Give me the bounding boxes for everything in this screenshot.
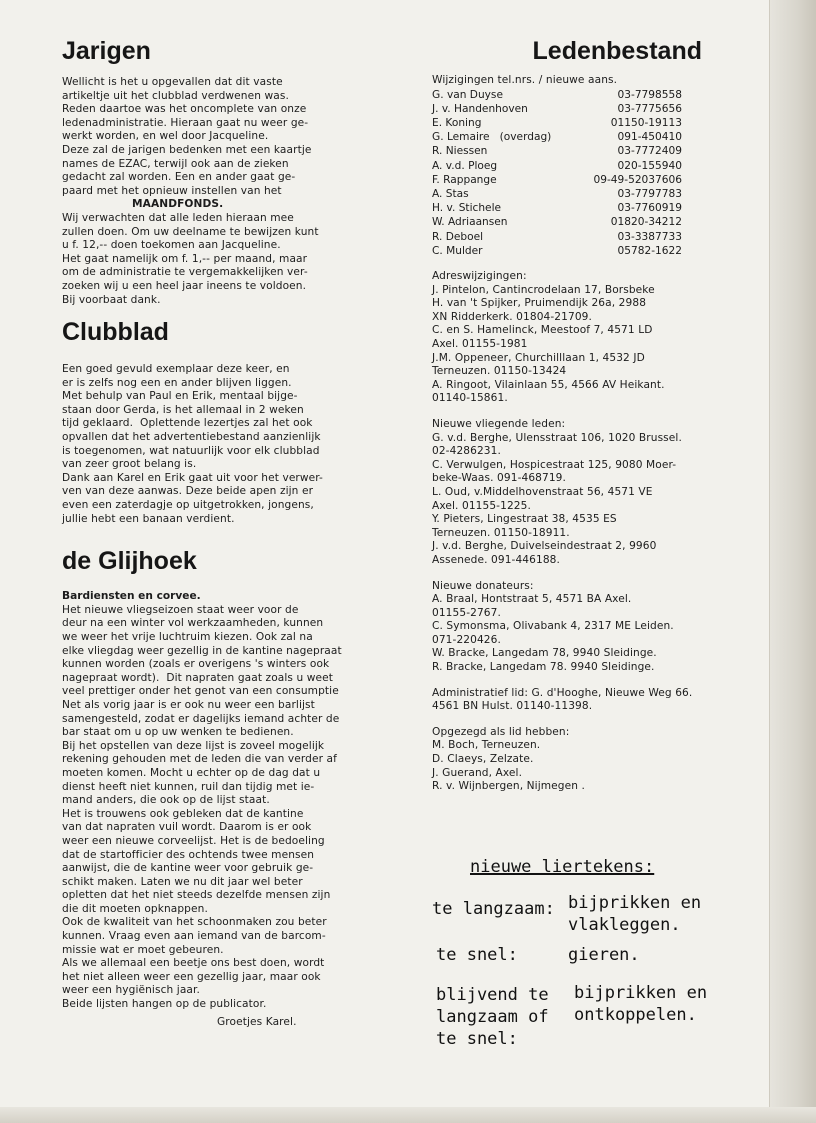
contact-name: H. v. Stichele <box>432 202 502 215</box>
handwritten-meaning-3: bijprikken en ontkoppelen. <box>574 983 708 1025</box>
contact-name: G. van Duyse <box>432 88 503 101</box>
glijhoek-body: Het nieuwe vliegseizoen staat weer voor de deur na een winter vol werkzaamheden, kunnen we weer het vrije luchtruim kiezen. Ook zal na elke vliegdag weer gezellig in de kantine nagepraat kunnen worden (zoals er overigens 's winters ook nagepraat wordt). Dit napraten gaat zoals u weet veel prettiger onder het genot van een consumptie Net als vorig jaar is er ook nu weer een barlijst samengesteld, zodat er dagelijks iemand achter de bar staat om u op uw wenken te bedienen. Bij het opstellen van deze lijst is zoveel mogelijk rekening gehouden met de leden die van verder af moeten komen. Mocht u echter op de dag dat u dienst heeft niet kunnen, ruil dan tijdig met ie- mand anders, die ook op de lijst staat. Het is trouwens ook gebleken dat de kantine van dat napraten vuil wordt. Daarom is er ook weer een nieuwe corveelijst. Het is de bedoeling dat de startofficier des ochtends twee mensen aanwijst, die de kantine weer voor gebruik ge- schikt maken. Laten we nu dit jaar wel beter opletten dat het niet steeds dezelfde mensen zijn die dit moeten opknappen. Ook de kwaliteit van het schoonmaken zou beter kunnen. Vraag even aan iemand van de barcom- missie wat er moet gebeuren. Als we allemaal een beetje ons best doen, wordt het niet alleen weer een gezellig jaar, maar ook weer een hygiënisch jaar. Beide lijsten hangen op de publicator. <box>62 603 342 1011</box>
contact-phone: 091-450410 <box>617 131 682 144</box>
contact-name: W. Adriaansen <box>432 216 508 229</box>
handwritten-term-1: te langzaam: <box>432 899 555 919</box>
jarigen-title: Jarigen <box>62 37 151 65</box>
contact-name: R. Deboel <box>432 230 484 243</box>
contact-row <box>432 173 682 187</box>
contact-phone: 03-7798558 <box>617 88 682 101</box>
new-donors: Nieuwe donateurs: A. Braal, Hontstraat 5, 4571 BA Axel. 01155-2767. C. Symonsma, Olivabank 4, 2317 ME Leiden. 071-220426. W. Bracke, Langedam 78, 9940 Sleidinge. R. Bracke, Langedam 78. 9940 Sleidinge. <box>432 579 674 674</box>
contact-name: E. Koning <box>432 117 482 129</box>
contact-name: C. Mulder <box>432 244 483 257</box>
contact-phone: 01820-34212 <box>610 216 682 229</box>
contact-phone: 01150-19113 <box>610 117 682 129</box>
contact-name: G. Lemaire (overdag) <box>432 131 552 144</box>
new-flying-members: Nieuwe vliegende leden: G. v.d. Berghe, Ulensstraat 106, 1020 Brussel. 02-4286231. C. Verwulgen, Hospicestraat 125, 9080 Moer- beke-Waas. 091-468719. L. Oud, v.Middelhovenstraat 56, 4571 VE Axel. 01155-1225. Y. Pieters, Lingestraat 38, 4535 ES Terneuzen. 01150-18911. J. v.d. Berghe, Duivelseindestraat 2, 9960 Assenede. 091-446188. <box>432 417 682 566</box>
clubblad-body: Een goed gevuld exemplaar deze keer, en er is zelfs nog een en ander blijven liggen. Met behulp van Paul en Erik, mentaal bijge- staan door Gerda, is het allemaal in 2 weken tijd geklaard. Oplettende lezertjes zal het ook opvallen dat het advertentiebestand aanzienlijk is toegenomen, wat natuurlijk voor elk clubblad van zeer groot belang is. Dank aan Karel en Erik gaat uit voor het verwer- ven van deze aanwas. Deze beide apen zijn er even een zaterdagje op uitgetrokken, jongens, jullie hebt een banaan verdient. <box>62 363 323 525</box>
contact-name: A. v.d. Ploeg <box>432 159 498 172</box>
address-changes: Adreswijzigingen: J. Pintelon, Cantincrodelaan 17, Borsbeke H. van 't Spijker, Pruimendijk 26a, 2988 XN Ridderkerk. 01804-21709. C. en S. Hamelinck, Meestoof 7, 4571 LD Axel. 01155-1981 J.M. Oppeneer, Churchilllaan 1, 4532 JD Terneuzen. 01150-13424 A. Ringoot, Vilainlaan 55, 4566 AV Heikant. 01140-15861. <box>432 270 665 405</box>
contact-name: J. v. Handenhoven <box>432 102 528 115</box>
handwritten-meaning-2: gieren. <box>568 945 640 965</box>
contact-row <box>432 187 682 201</box>
contact-phone: 03-7775656 <box>617 102 682 115</box>
contact-name: R. Niessen <box>432 145 488 158</box>
jarigen-body-continued: Wij verwachten dat alle leden hieraan mee zullen doen. Om uw deelname te bewijzen kunt u f. 12,-- doen toekomen aan Jacqueline. Het gaat namelijk om f. 1,-- per maand, maar om de administratie te vergemakkelijken ver- zoeken wij u een heel jaar ineens te voldoen. Bij voorbaat dank. <box>62 211 319 306</box>
contact-name: A. Stas <box>432 188 469 201</box>
glijhoek-subtitle: Bardiensten en corvee. <box>62 590 201 603</box>
contact-row <box>432 244 682 258</box>
contact-row <box>432 144 682 158</box>
contact-row <box>432 102 682 116</box>
jarigen-body: Wellicht is het u opgevallen dat dit vaste artikeltje uit het clubblad verdwenen was. Reden daartoe was het oncomplete van onze ledenadministratie. Hieraan gaat nu weer ge- werkt worden, en wel door Jacqueline. Deze zal de jarigen bedenken met een kaartje names de EZAC, terwijl ook aan de zieken gedacht zal worden. Een en ander gaat ge- paard met het opnieuw instellen van het <box>62 76 312 197</box>
contact-phone: 03-7760919 <box>617 202 682 215</box>
clubblad-title: Clubblad <box>62 318 169 347</box>
changes-header: Wijzigingen tel.nrs. / nieuwe aans. <box>432 74 618 86</box>
right-column <box>432 36 732 794</box>
contact-row <box>432 116 682 130</box>
contact-row <box>432 215 682 229</box>
contact-phone: 020-155940 <box>617 159 682 172</box>
handwritten-title: nieuwe liertekens: <box>470 857 655 877</box>
left-column <box>62 36 378 1029</box>
contact-row <box>432 201 682 215</box>
page-bottom-edge <box>0 1107 816 1123</box>
phone-changes-list <box>432 88 682 258</box>
contact-row <box>432 130 682 144</box>
glijhoek-signoff: Groetjes Karel. <box>217 1015 297 1028</box>
contact-row <box>432 230 682 244</box>
contact-name: F. Rappange <box>432 173 497 186</box>
glijhoek-section <box>62 546 378 1029</box>
page-edge <box>769 0 816 1123</box>
contact-phone: 09-49-52037606 <box>593 173 682 186</box>
ledenbestand-title: Ledenbestand <box>532 37 702 65</box>
clubblad-section <box>62 317 378 526</box>
contact-row <box>432 88 682 102</box>
contact-phone: 03-7772409 <box>617 145 682 158</box>
contact-row <box>432 159 682 173</box>
administrative-member: Administratief lid: G. d'Hooghe, Nieuwe Weg 66. 4561 BN Hulst. 01140-11398. <box>432 686 693 713</box>
jarigen-section <box>62 36 378 307</box>
contact-phone: 03-3387733 <box>617 230 682 243</box>
handwritten-meaning-1: bijprikken en vlakleggen. <box>568 893 702 935</box>
handwritten-term-2: te snel: <box>436 945 518 965</box>
handwritten-term-3: blijvend te langzaam of te snel: <box>436 985 549 1049</box>
glijhoek-title: de Glijhoek <box>62 547 197 576</box>
maandfonds-label: MAANDFONDS. <box>132 198 224 211</box>
contact-phone: 03-7797783 <box>617 188 682 201</box>
contact-phone: 05782-1622 <box>617 244 682 257</box>
cancelled-members: Opgezegd als lid hebben: M. Boch, Terneuzen. D. Claeys, Zelzate. J. Guerand, Axel. R. v. Wijnbergen, Nijmegen . <box>432 725 585 793</box>
